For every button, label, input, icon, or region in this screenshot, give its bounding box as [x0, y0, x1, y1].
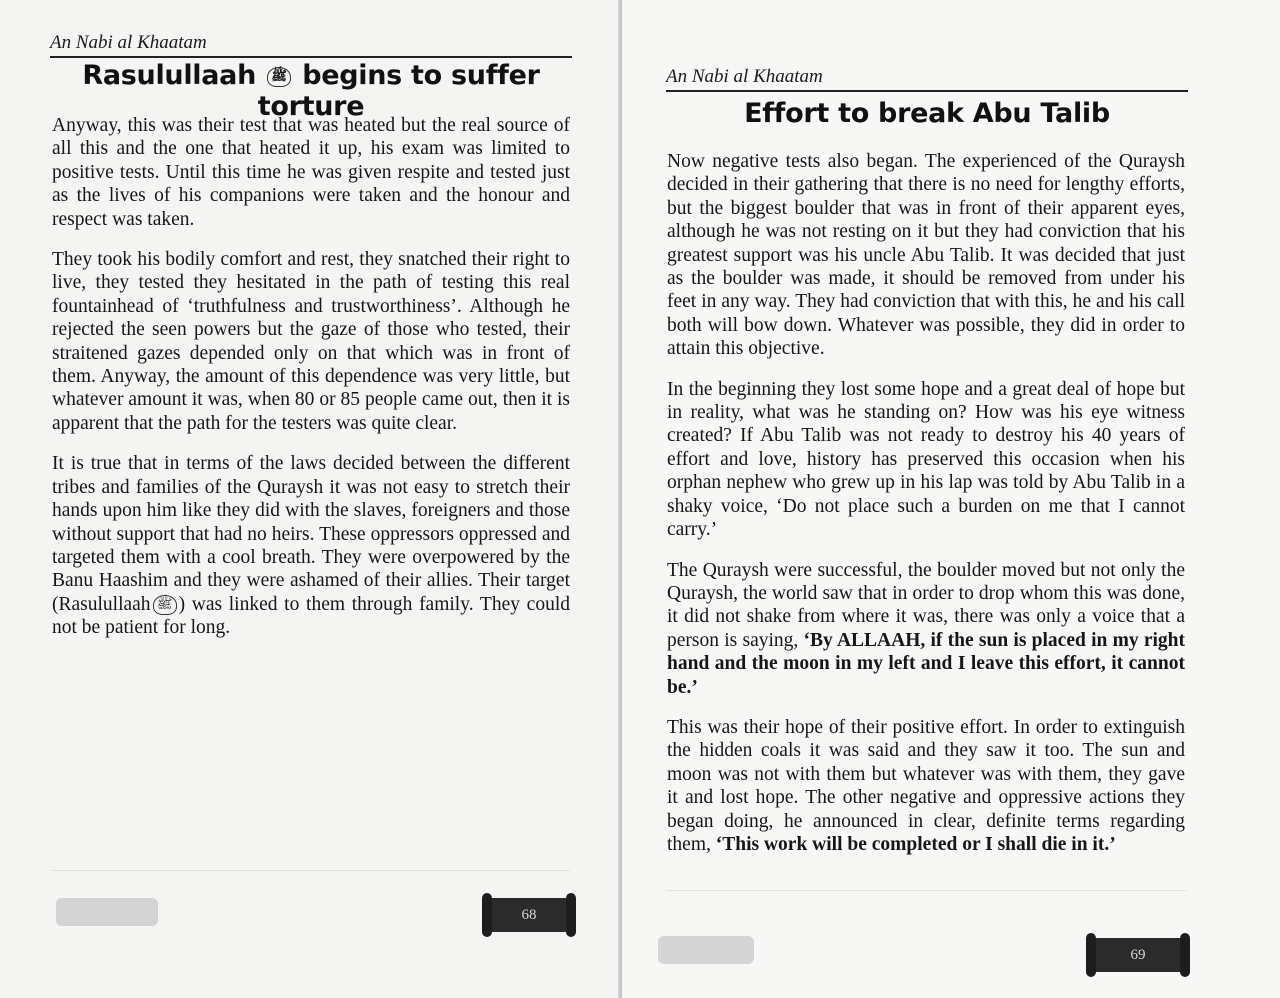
- salutation-seal-inline-icon: ﷺ: [153, 595, 177, 615]
- right-paragraph-3: [667, 559, 1185, 699]
- left-page: [0, 0, 622, 998]
- right-paragraph-3-pre: The Quraysh were successful, the boulder moved but not only the Quraysh, the world saw that in order to drop whom this was done, it did not shake from where it was, there was only a voice that a person is saying,: [667, 559, 1185, 651]
- left-body: [52, 114, 570, 657]
- right-paragraph-4-quote: ‘This work will be completed or I shall die in it.’: [715, 833, 1116, 855]
- right-paragraph-1: Now negative tests also began. The experienced of the Quraysh decided in their gathering that there is no need for lengthy efforts, but the biggest boulder that was in front of their apparent eyes, although he was not resting on it but they had conviction that his greatest support was his uncle Abu Talib. It was decided that just as the boulder was made, it should be removed from under his feet in any way. They had conviction that with this, he and his call both will bow down. Whatever was possible, they did in order to attain this objective.: [667, 151, 1185, 360]
- left-decorative-bar: [56, 898, 158, 926]
- right-body: [667, 150, 1185, 873]
- left-paragraph-3-post: ) was linked to them through family. They could not be patient for long.: [52, 593, 570, 639]
- right-footnote-faint: [666, 890, 1186, 921]
- left-paragraph-2: They took his bodily comfort and rest, they snatched their right to live, they tested they hesitated in the path of testing this real fountainhead of ‘truthfulness and trustworthiness’. Although he rejected the seen powers but the gaze of those who tested, their straitened gazes depended only on that which was in front of them. Anyway, the amount of this dependence was very little, but whatever amount it was, when 80 or 85 people came out, then it is apparent that the path for the testers was quite clear.: [52, 249, 570, 434]
- left-header-rule: [50, 56, 572, 58]
- left-title-post: begins to suffer torture: [257, 60, 540, 122]
- right-running-head: An Nabi al Khaatam: [666, 66, 823, 87]
- right-page-title: Effort to break Abu Talib: [744, 98, 1110, 129]
- left-page-title: [50, 60, 572, 122]
- right-header-rule: [666, 90, 1188, 92]
- right-page: [622, 0, 1280, 998]
- left-paragraph-3: [52, 452, 570, 639]
- right-paragraph-4: [667, 716, 1185, 856]
- left-page-number-scroll: 68: [486, 898, 572, 932]
- left-running-head: An Nabi al Khaatam: [50, 32, 207, 53]
- left-title-pre: Rasulullaah: [82, 60, 257, 91]
- right-page-number-scroll: 69: [1090, 938, 1186, 972]
- left-footnote-faint: [52, 870, 570, 895]
- right-paragraph-4-pre: This was their hope of their positive effort. In order to extinguish the hidden coals it was said and they saw it too. The sun and moon was not with them but whatever was with them, they gave it and lost hope. The other negative and oppressive actions they began doing, he announced in clear, definite terms regarding them,: [667, 716, 1185, 855]
- salutation-seal-icon: ﷺ: [267, 67, 291, 87]
- right-paragraph-3-quote: ‘By ALLAAH, if the sun is placed in my right hand and the moon in my left and I leave this effort, it cannot be.’: [667, 629, 1185, 698]
- right-paragraph-2: In the beginning they lost some hope and a great deal of hope but in reality, what was he standing on? How was his eye witness created? If Abu Talib was not ready to destroy his 40 years of effort and love, history has preserved this occasion when his orphan nephew who grew up in his lap was told by Abu Talib in a shaky voice, ‘Do not place such a burden on me that I cannot carry.’: [667, 378, 1185, 541]
- right-decorative-bar: [658, 936, 754, 964]
- left-paragraph-3-pre: It is true that in terms of the laws decided between the different tribes and families of the Quraysh it was not easy to stretch their hands upon him like they did with the slaves, foreigners and those without support that had no heirs. These oppressors oppressed and targeted them with a cool breath. They were overpowered by the Banu Haashim and they were ashamed of their allies. Their target (Rasulullaah: [52, 453, 570, 615]
- left-paragraph-1: Anyway, this was their test that was heated but the real source of all this and the one that heated it up, his exam was limited to positive tests. Until this time he was given respite and tested just as the lives of his companions were taken and the honour and respect was taken.: [52, 115, 570, 230]
